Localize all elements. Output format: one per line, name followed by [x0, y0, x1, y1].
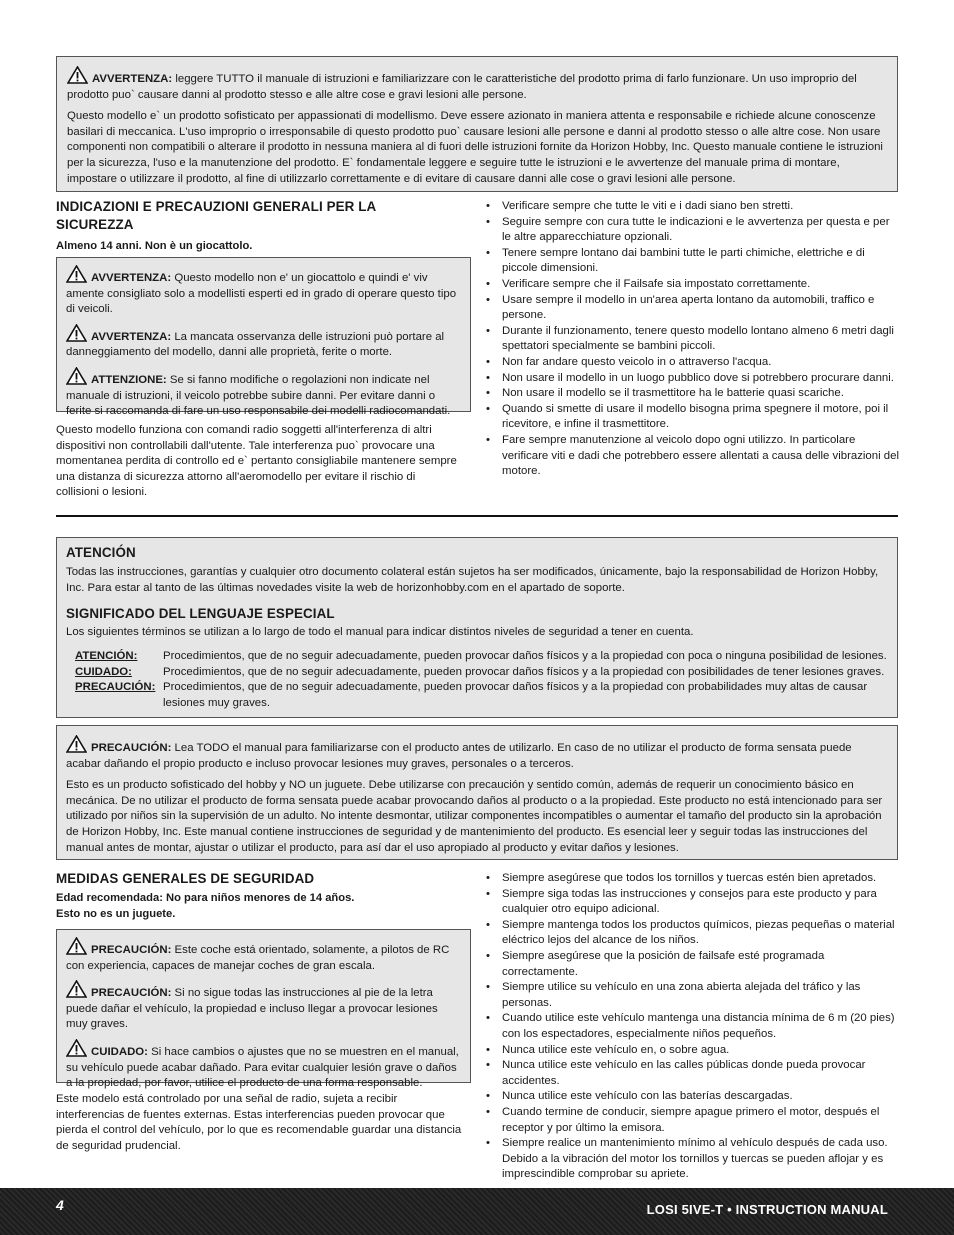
- es-warning-1-label: PRECAUCIÓN:: [91, 944, 172, 956]
- es-lenguaje-intro: Los siguientes términos se utilizan a lo largo de todo el manual para indicar distintos niveles de seguridad a tener en cuenta.: [66, 626, 694, 639]
- es-warning-3-label: CUIDADO:: [91, 1045, 148, 1058]
- es-warning-3-text: Si hace cambios o ajustes que no se muestren en el manual, su vehículo puede acabar dañado. Para evitar cualquier lesión grave o daños a la propiedad, por favor, utilice el producto de una forma responsable.: [66, 1045, 459, 1090]
- term-precaucion: PRECAUCIÓN:: [75, 681, 156, 694]
- es-warning-1: [66, 937, 461, 974]
- es-warning-1-text: Este coche está orientado, solamente, a pilotos de RC con experiencia, capaces de manejar coches de gran escala.: [66, 944, 450, 972]
- list-item: • Siempre realice un mantenimiento mínimo al vehículo después de cada uso. Debido a la vibración del motor los tornillos y tuercas se pueden aflojar y es imprescindible comprobar su apriete.: [484, 1136, 900, 1183]
- es-age-note-2: Esto no es un juguete.: [56, 907, 176, 920]
- list-item: • Siempre siga todas las instrucciones y consejos para este producto y para cualquier otro equipo adicional.: [484, 887, 900, 918]
- it-top-warning-line: [67, 66, 887, 103]
- list-item: • Siempre utilice su vehículo en una zona abierta alejada del tráfico y las personas.: [484, 980, 900, 1011]
- list-item: • Siempre mantenga todos los productos químicos, piezas pequeñas o material eléctrico lejos del alcance de los niños.: [484, 918, 900, 949]
- es-precaucion-line: [66, 735, 888, 772]
- it-warning-2: [66, 324, 461, 361]
- list-item: • Non far andare questo veicolo in o attraverso l'acqua.: [484, 355, 900, 371]
- warning-triangle-icon: [66, 1039, 87, 1057]
- es-medidas-heading: MEDIDAS GENERALES DE SEGURIDAD: [56, 871, 315, 886]
- es-warning-3: [66, 1039, 461, 1092]
- it-radio-note: Questo modello funziona con comandi radio soggetti all'interferenza di altri dispositivi non controllabili dall'utente. Tale interferenza puo` provocare una momentanea perdita di controllo ed e` pertanto consigliabile mantenere sempre una distanza di sicurezza attorno all'aeromodello per evitare il rischio di collisioni o lesioni.: [56, 424, 457, 499]
- it-warning-3-text: Se si fanno modifiche o regolazioni non indicate nel manuale di istruzioni, il veicolo potrebbe subire danni. Per evitare danni o ferite si raccomanda di fare un uso responsabile dei modelli radiocomandati.: [66, 373, 451, 418]
- it-top-warning-box: [56, 56, 898, 192]
- warning-triangle-icon: [66, 265, 87, 283]
- def-atencion: Procedimientos, que de no seguir adecuadamente, pueden provocar daños físicos y a la propiedad con poca o ninguna posibilidad de lesiones.: [163, 650, 887, 662]
- es-atencion-heading: ATENCIÓN: [66, 545, 136, 560]
- section-divider: [56, 515, 898, 517]
- manual-title: LOSI 5IVE-T • INSTRUCTION MANUAL: [646, 1202, 888, 1217]
- es-precaucion-box: [56, 725, 898, 860]
- warning-triangle-icon: [67, 66, 88, 84]
- it-warning-3: [66, 367, 461, 420]
- it-age-note: Almeno 14 anni. Non è un giocattolo.: [56, 240, 253, 252]
- es-warning-2: [66, 980, 461, 1033]
- list-item: • Siempre asegúrese que la posición de failsafe esté programada correctamente.: [484, 949, 900, 980]
- it-warning-2-label: AVVERTENZA:: [91, 330, 172, 343]
- def-precaucion: Procedimientos, que de no seguir adecuadamente, pueden provocar daños físicos y a la propiedad con probabilidades muy altas de causar lesiones muy graves.: [163, 681, 868, 709]
- es-radio-note: Este modelo está controlado por una señal de radio, sujeta a recibir interferencias de fuentes externas. Estas interferencias pueden provocar que pierda el control del vehículo, por lo que es recomendable guardar una distancia de seguridad prudencial.: [56, 1093, 462, 1152]
- list-item: • Nunca utilice este vehículo en las calles públicas donde pueda provocar accidentes.: [484, 1058, 900, 1089]
- list-item: • Cuando termine de conducir, siempre apague primero el motor, después el receptor y por último la emisora.: [484, 1105, 900, 1136]
- list-item: • Nunca utilice este vehículo en, o sobre agua.: [484, 1043, 900, 1059]
- page-number: 4: [56, 1197, 64, 1213]
- es-terms-table: [75, 649, 895, 713]
- term-atencion: ATENCIÓN:: [75, 650, 138, 662]
- es-precaucion-text: Lea TODO el manual para familiarizarse con el producto antes de utilizarlo. En caso de no utilizar el producto de forma sensata puede acabar dañando el propio producto e incluso provocar lesiones muy graves, personales o a terceros.: [66, 742, 852, 770]
- list-item: • Verificare sempre che il Failsafe sia impostato correttamente.: [484, 277, 900, 293]
- term-cuidado: CUIDADO:: [75, 665, 132, 678]
- it-left-column: [56, 198, 471, 255]
- it-top-warning-label: AVVERTENZA:: [92, 73, 173, 85]
- warning-triangle-icon: [66, 735, 87, 753]
- list-item: • Quando si smette di usare il modello bisogna prima spegnere il motore, poi il ricevitore, e infine il trasmettitore.: [484, 402, 900, 433]
- def-cuidado: Procedimientos, que de no seguir adecuadamente, pueden provocar daños físicos y a la propiedad con posibilidades de tener lesiones graves.: [163, 665, 885, 678]
- list-item: • Non usare il modello se il trasmettitore ha le batterie quasi scariche.: [484, 386, 900, 402]
- es-warning-2-label: PRECAUCIÓN:: [91, 987, 172, 1000]
- es-age-note-1: Edad recomendada: No para niños menores de 14 años.: [56, 892, 355, 904]
- list-item: • Siempre asegúrese que todos los tornillos y tuercas estén bien apretados.: [484, 871, 900, 887]
- warning-triangle-icon: [66, 980, 87, 998]
- it-warning-1-text: Questo modello non e' un giocattolo e quindi e' viv amente consigliato solo a modellisti esperti ed in grado di operare questo tipo di veicoli.: [66, 272, 457, 316]
- list-item: • Seguire sempre con cura tutte le indicazioni e le avvertenza per questa e per le altre apparecchiature opzionali.: [484, 215, 900, 246]
- es-bullet-list: [484, 871, 900, 1183]
- es-left-column: [56, 870, 471, 922]
- list-item: • Cuando utilice este vehículo mantenga una distancia mínima de 6 m (20 pies) con los espectadores, especialmente niños pequeños.: [484, 1011, 900, 1042]
- list-item: • Non usare il modello in un luogo pubblico dove si potrebbero procurare danni.: [484, 371, 900, 387]
- warning-triangle-icon: [66, 367, 87, 385]
- it-warning-3-label: ATTENZIONE:: [91, 373, 167, 386]
- list-item: • Fare sempre manutenzione al veicolo dopo ogni utilizzo. In particolare verificare viti e dadi che potrebbero essere allentati a causa delle vibrazioni del motore.: [484, 433, 900, 480]
- it-section-heading: INDICAZIONI E PRECAUZIONI GENERALI PER LA SICUREZZA: [56, 199, 376, 232]
- list-item: • Tenere sempre lontano dai bambini tutte le parti chimiche, elettriche e di piccole dimensioni.: [484, 246, 900, 277]
- warning-triangle-icon: [66, 324, 87, 342]
- es-precaucion-para2: Esto es un producto sofisticado del hobby y NO un juguete. Debe utilizarse con precaución y sentido común, además de requerir un conocimiento básico en mecánica. De no utilizar el producto de forma sensata puede acabar provocando daños al producto o a la propiedad. Este producto no está intencionado para ser utilizado por niños sin la supervisión de un adulto. No intente desmontar, utilizar componentes incompatibles o aumentar el tamaño del producto sin la aprobación de Horizon Hobby, Inc. Este manual contiene instrucciones de seguridad y de mantenimiento del producto. Es esencial leer y seguir todas las instrucciones del manual antes de montar, ajustar o utilizar el producto, para así dar el uso apropiado al producto y evitar daños y lesiones.: [66, 779, 883, 854]
- es-warning-2-text: Si no sigue todas las instrucciones al pie de la letra puede dañar el vehículo, la propiedad e incluso llegar a provocar lesiones muy graves.: [66, 987, 438, 1031]
- page-footer: [0, 1188, 954, 1235]
- list-item: • Verificare sempre che tutte le viti e i dadi siano ben stretti.: [484, 199, 900, 215]
- it-bullet-list: [484, 199, 900, 480]
- es-lenguaje-heading: SIGNIFICADO DEL LENGUAJE ESPECIAL: [66, 606, 335, 622]
- es-atencion-text: Todas las instrucciones, garantías y cualquier otro documento colateral están sujetos ha ser modificados, únicamente, bajo la responsabilidad de Horizon Hobby, Inc. Para estar al tanto de las últimas novedades visite la web de horizonhobby.com en el apartado de soporte.: [66, 566, 879, 594]
- es-atencion-box: [56, 537, 898, 718]
- it-warning-1-label: AVVERTENZA:: [91, 272, 172, 284]
- it-warning-1: [66, 265, 461, 318]
- it-warnings-box: [56, 257, 471, 418]
- list-item: • Durante il funzionamento, tenere questo modello lontano almeno 6 metri dagli spettatori specialmente se bambini piccoli.: [484, 324, 900, 355]
- it-top-warning-text: leggere TUTTO il manuale di istruzioni e familiarizzare con le caratteristiche del prodotto prima di farlo funzionare. Un uso improprio del prodotto puo` causare danni al prodotto stesso e alle altre cose e gravi lesioni alle persone.: [67, 73, 857, 101]
- list-item: • Usare sempre il modello in un'area aperta lontano da automobili, traffico e persone.: [484, 293, 900, 324]
- it-warning-2-text: La mancata osservanza delle istruzioni può portare al danneggiamento del modello, danni alle proprietà, ferite o morte.: [66, 330, 445, 359]
- es-precaucion-label: PRECAUCIÓN:: [91, 742, 172, 754]
- es-warnings-box: [56, 929, 471, 1090]
- it-top-warning-para2: Questo modello e` un prodotto sofisticato per appassionati di modellismo. Deve essere azionato in maniera attenta e responsabile e richiede alcune conoscenze basilari di meccanica. L'uso improprio o irresponsabile di questo prodotto puo` causare lesioni alle persone e danni al prodotto stesso o alle altre cose. Non usare componenti non compatibili o alterare il prodotto in nessuna maniera al di fuori delle istruzioni fornite da Horizon Hobby, Inc. Questo manuale contiene le istruzioni per la sicurezza, l'uso e la manutenzione del prodotto. E` fondamentale leggere e seguire tutte le istruzioni e le avvertenze del manuale prima di montare, impostare o utilizzare il prodotto, al fine di utilizzarlo correttamente e di evitare di causare danni alle cose o gravi lesioni alle persone.: [67, 110, 883, 185]
- warning-triangle-icon: [66, 937, 87, 955]
- list-item: • Nunca utilice este vehículo con las baterías descargadas.: [484, 1089, 900, 1105]
